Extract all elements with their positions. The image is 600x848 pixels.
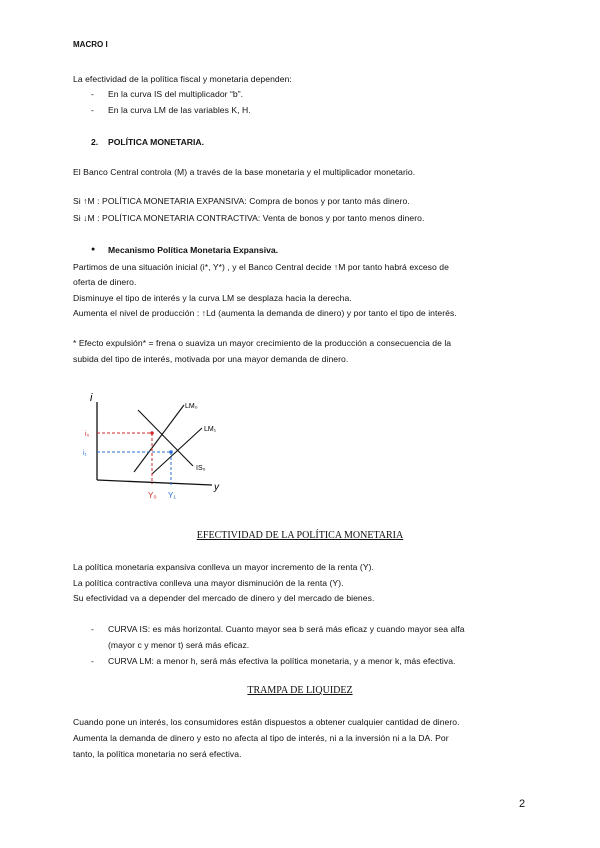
i1-label: i₁ bbox=[83, 450, 87, 457]
intro-bullet-2: En la curva LM de las variables K, H. bbox=[108, 105, 251, 115]
paragraph-contractiva: Si ↓M : POLÍTICA MONETARIA CONTRACTIVA: Venta de bonos y por tanto menos dinero. bbox=[73, 213, 425, 223]
equilibrium-point-1 bbox=[169, 450, 173, 454]
is0-label: IS₀ bbox=[196, 465, 206, 472]
efectividad-line-3: Su efectividad va a depender del mercado de dinero y del mercado de bienes. bbox=[73, 593, 375, 603]
equilibrium-point-0 bbox=[150, 431, 154, 435]
lm0-label: LM₀ bbox=[185, 403, 198, 410]
crowding-line-2: subida del tipo de interés, motivada por una mayor demanda de dinero. bbox=[73, 354, 349, 364]
islm-graph bbox=[78, 388, 238, 506]
page-header: MACRO I bbox=[73, 40, 108, 49]
mechanism-line-1: Partimos de una situación inicial (i*, Y*) , y el Banco Central decide ↑M por tanto habrá exceso de bbox=[73, 262, 449, 272]
is0-curve bbox=[138, 410, 193, 466]
lm1-curve bbox=[152, 428, 202, 474]
efectividad-line-2: La política contractiva conlleva una mayor disminución de la renta (Y). bbox=[73, 578, 344, 588]
page-number: 2 bbox=[519, 798, 526, 810]
intro-line: La efectividad de la política fiscal y monetaria dependen: bbox=[73, 74, 292, 84]
efectividad-title: EFECTIVIDAD DE LA POLÍTICA MONETARIA bbox=[196, 530, 404, 541]
bullet-dot: ● bbox=[91, 246, 96, 253]
efectividad-line-1: La política monetaria expansiva conlleva un mayor incremento de la renta (Y). bbox=[73, 562, 374, 572]
trampa-line-1: Cuando pone un interés, los consumidores están dispuestos a obtener cualquier cantidad de dinero. bbox=[73, 717, 460, 727]
dash-bullet: - bbox=[91, 105, 94, 115]
crowding-line-1: * Efecto expulsión* = frena o suaviza un mayor crecimiento de la producción a consecuencia de la bbox=[73, 338, 452, 348]
section-number: 2. bbox=[91, 137, 99, 147]
y0-label: Y₀ bbox=[148, 491, 157, 500]
x-axis-label: y bbox=[214, 482, 219, 493]
lm1-label: LM₁ bbox=[204, 426, 217, 433]
dash-bullet: - bbox=[91, 89, 94, 99]
i0-label: i₀ bbox=[85, 431, 90, 438]
x-axis bbox=[97, 480, 212, 485]
curva-is-line-1: CURVA IS: es más horizontal. Cuanto mayor sea b será más eficaz y cuando mayor sea alfa bbox=[108, 624, 465, 634]
paragraph-expansiva: Si ↑M : POLÍTICA MONETARIA EXPANSIVA: Compra de bonos y por tanto más dinero. bbox=[73, 196, 410, 206]
intro-bullet-1: En la curva IS del multiplicador “b”. bbox=[108, 89, 244, 99]
trampa-line-2: Aumenta la demanda de dinero y esto no afecta al tipo de interés, ni a la inversión ni a la DA. Por bbox=[73, 733, 449, 743]
section-title: POLÍTICA MONETARIA. bbox=[108, 137, 204, 147]
curva-is-line-2: (mayor c y menor t) será más eficaz. bbox=[108, 640, 250, 650]
mechanism-title: Mecanismo Política Monetaria Expansiva. bbox=[108, 245, 279, 255]
mechanism-line-2: oferta de dinero. bbox=[73, 277, 137, 287]
dash-bullet: - bbox=[91, 656, 94, 666]
curva-lm-line-1: CURVA LM: a menor h, será más efectiva la política monetaria, y a menor k, más efectiva. bbox=[108, 656, 456, 666]
trampa-title: TRAMPA DE LIQUIDEZ bbox=[247, 685, 353, 696]
dash-bullet: - bbox=[91, 624, 94, 634]
y1-label: Y₁ bbox=[168, 491, 177, 500]
y-axis-label: i bbox=[90, 392, 93, 404]
mechanism-line-3: Disminuye el tipo de interés y la curva LM se desplaza hacia la derecha. bbox=[73, 293, 352, 303]
trampa-line-3: tanto, la política monetaria no será efectiva. bbox=[73, 749, 242, 759]
paragraph-control: El Banco Central controla (M) a través de la base monetaria y el multiplicador monetario. bbox=[73, 167, 416, 177]
mechanism-line-4: Aumenta el nivel de producción : ↑Ld (aumenta la demanda de dinero) y por tanto el tipo de interés. bbox=[73, 308, 457, 318]
lm0-curve bbox=[134, 405, 184, 472]
